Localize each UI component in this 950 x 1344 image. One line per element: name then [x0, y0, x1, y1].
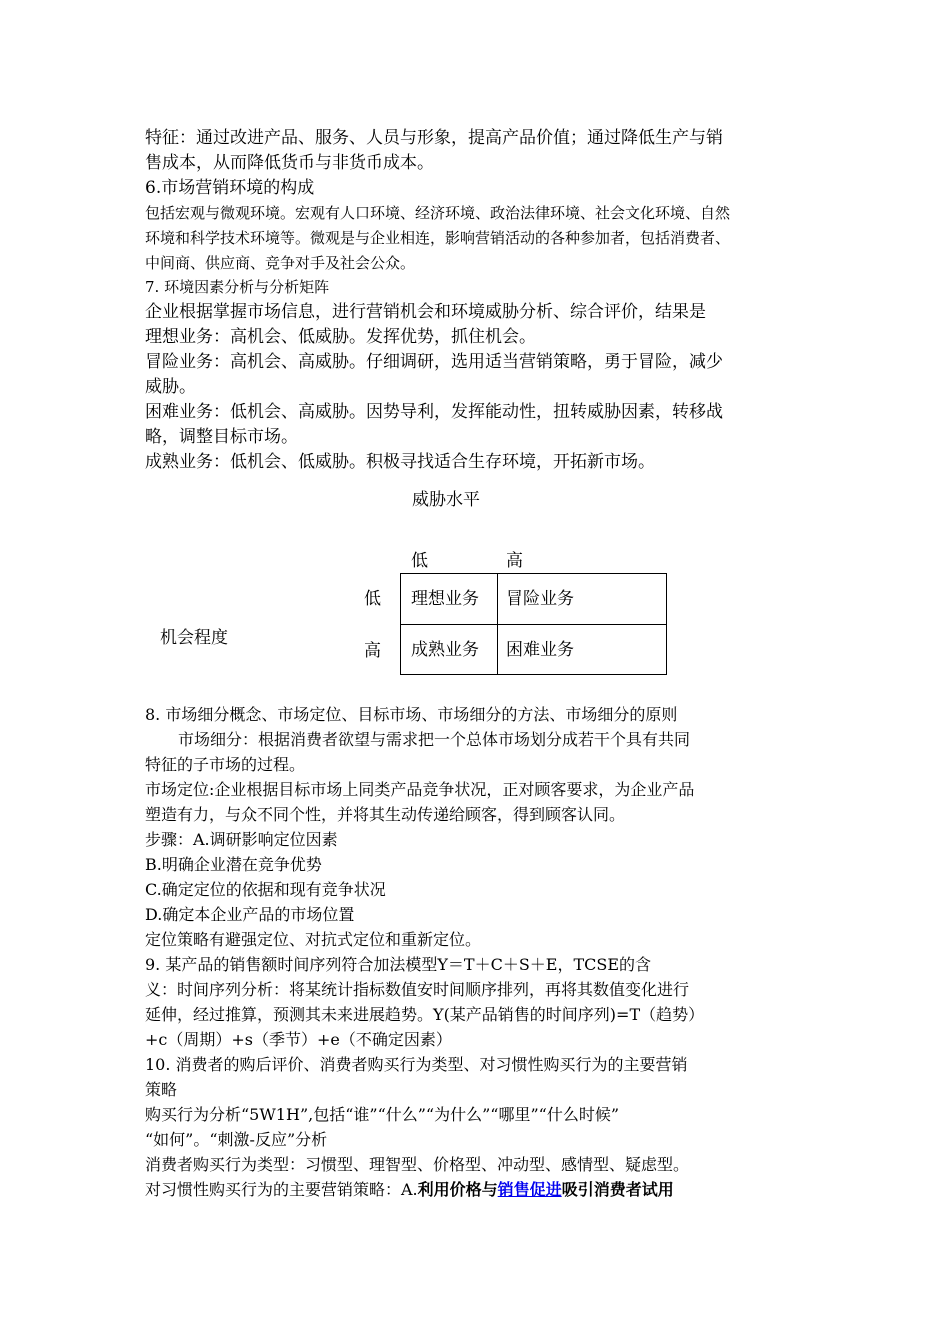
matrix-cell-difficult: 困难业务	[506, 640, 574, 660]
text-line: 市场定位:企业根据目标市场上同类产品竞争状况，正对顾客要求，为企业产品	[145, 780, 695, 799]
text-line: 义：时间序列分析：将某统计指标数值安时间顺序排列，再将其数值变化进行	[145, 980, 690, 999]
text-line: 策略	[145, 1080, 178, 1099]
text-span: 吸引消费者试用	[561, 1180, 674, 1199]
section-heading-10: 10. 消费者的购后评价、消费者购买行为类型、对习惯性购买行为的主要营销	[145, 1055, 688, 1074]
matrix-cell-risk: 冒险业务	[506, 589, 574, 609]
sales-promotion-link[interactable]: 销售促进	[497, 1180, 562, 1199]
text-line: C.确定定位的依据和现有竞争状况	[145, 880, 386, 899]
text-line: 中间商、供应商、竞争对手及社会公众。	[145, 254, 416, 272]
text-line: D.确定本企业产品的市场位置	[145, 905, 355, 924]
text-span: 利用价格与	[417, 1180, 498, 1199]
text-line: 特征：通过改进产品、服务、人员与形象，提高产品价值；通过降低生产与销	[145, 128, 723, 148]
text-line: 困难业务：低机会、高威胁。因势导利，发挥能动性，扭转威胁因素，转移战	[145, 402, 723, 422]
text-line: “如何”。“刺激-反应”分析	[145, 1130, 328, 1149]
text-line: 威胁。	[145, 377, 196, 397]
text-line: 定位策略有避强定位、对抗式定位和重新定位。	[145, 930, 482, 949]
text-line: 步骤：A.调研影响定位因素	[145, 830, 338, 849]
text-line: +c（周期）+s（季节）+e（不确定因素）	[145, 1030, 452, 1049]
text-line: 略，调整目标市场。	[145, 427, 298, 447]
section-heading-7: 7. 环境因素分析与分析矩阵	[145, 278, 330, 296]
text-line: 理想业务：高机会、低威胁。发挥优势，抓住机会。	[145, 327, 536, 347]
matrix-row-axis: 机会程度	[160, 628, 228, 648]
text-line: 购买行为分析“5W1H”,包括“谁”“什么”“为什么”“哪里”“什么时候”	[145, 1105, 620, 1124]
text-line: 售成本，从而降低货币与非货币成本。	[145, 153, 434, 173]
text-line: 包括宏观与微观环境。宏观有人口环境、经济环境、政治法律环境、社会文化环境、自然	[145, 204, 731, 222]
text-line	[145, 1182, 674, 1198]
text-line: 市场细分：根据消费者欲望与需求把一个总体市场划分成若干个具有共同	[178, 730, 691, 749]
text-span: 对习惯性购买行为的主要营销策略：A.	[145, 1180, 418, 1199]
section-heading-6: 6.市场营销环境的构成	[145, 178, 315, 198]
matrix-col-low: 低	[411, 551, 428, 571]
environment-matrix	[400, 573, 667, 675]
text-line: 延伸，经过推算，预测其未来进展趋势。Y(某产品销售的时间序列)=T（趋势）	[145, 1005, 705, 1024]
matrix-col-high: 高	[506, 551, 523, 571]
matrix-cell-ideal: 理想业务	[411, 589, 479, 609]
matrix-row-high: 高	[364, 641, 381, 661]
section-heading-9: 9. 某产品的销售额时间序列符合加法模型Y＝T＋C＋S＋E，TCSE的含	[145, 955, 652, 974]
text-line: 企业根据掌握市场信息，进行营销机会和环境威胁分析、综合评价，结果是	[145, 302, 706, 322]
text-line: 成熟业务：低机会、低威胁。积极寻找适合生存环境，开拓新市场。	[145, 452, 655, 472]
text-line: B.明确企业潜在竞争优势	[145, 855, 322, 874]
text-line: 特征的子市场的过程。	[145, 755, 306, 774]
text-line: 冒险业务：高机会、高威胁。仔细调研，选用适当营销策略，勇于冒险，减少	[145, 352, 723, 372]
matrix-divider	[401, 624, 666, 625]
matrix-row-low: 低	[364, 589, 381, 609]
matrix-cell-mature: 成熟业务	[411, 640, 479, 660]
text-line: 塑造有力，与众不同个性，并将其生动传递给顾客，得到顾客认同。	[145, 805, 626, 824]
section-heading-8: 8. 市场细分概念、市场定位、目标市场、市场细分的方法、市场细分的原则	[145, 705, 678, 724]
text-line: 消费者购买行为类型：习惯型、理智型、价格型、冲动型、感情型、疑虑型。	[145, 1155, 690, 1174]
text-line: 环境和科学技术环境等。微观是与企业相连，影响营销活动的各种参加者，包括消费者、	[145, 229, 731, 247]
matrix-title: 威胁水平	[412, 490, 480, 510]
